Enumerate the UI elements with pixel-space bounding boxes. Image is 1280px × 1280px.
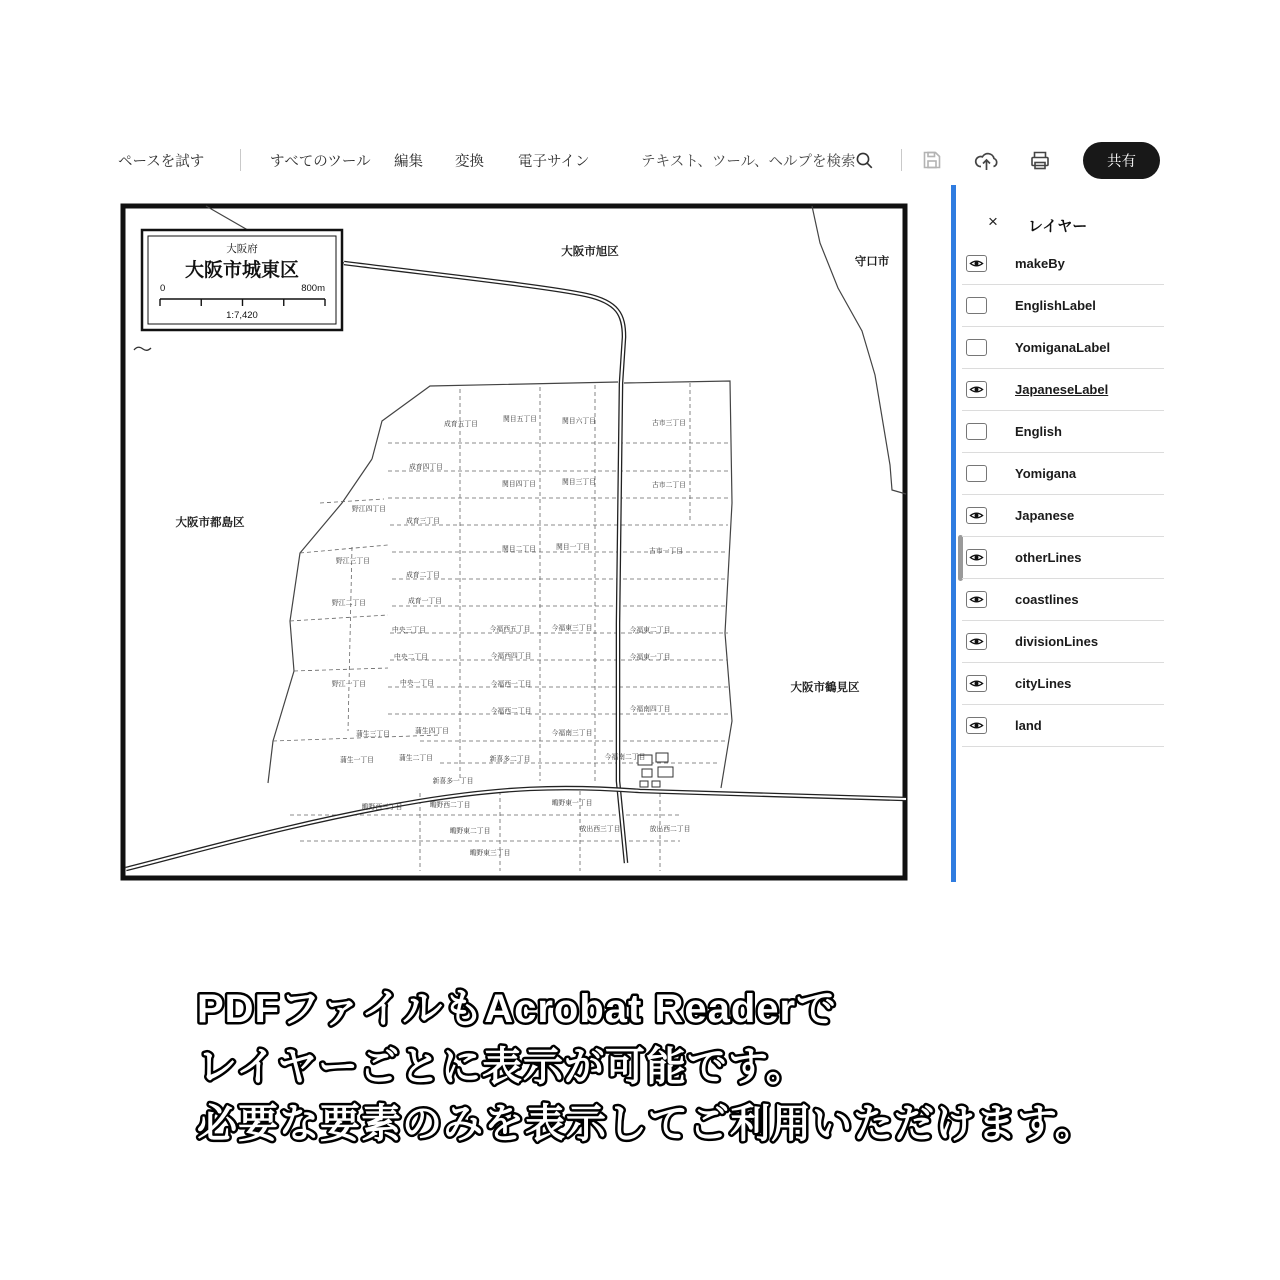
layer-label: Japanese <box>1015 508 1075 523</box>
layer-visibility-checkbox[interactable] <box>966 423 987 440</box>
district-label: 成育一丁目 <box>408 598 442 605</box>
cloud-upload-icon[interactable] <box>970 145 1002 175</box>
ward-label: 大阪市旭区 <box>561 246 619 258</box>
district-label: 今福南二丁目 <box>604 754 646 761</box>
layer-visibility-checkbox[interactable] <box>966 717 987 734</box>
district-label: 今福西二丁目 <box>490 708 532 715</box>
district-label: 関目一丁目 <box>556 544 590 551</box>
caption-line-1: PDFファイルもAcrobat Readerで <box>197 987 838 1031</box>
layer-visibility-checkbox[interactable] <box>966 255 987 272</box>
district-label: 鴫野東一丁目 <box>551 800 593 807</box>
layer-label: coastlines <box>1015 592 1079 607</box>
layer-visibility-checkbox[interactable] <box>966 591 987 608</box>
district-label: 関目三丁目 <box>562 479 596 486</box>
scale-end-label: 800m <box>301 283 325 294</box>
district-label: 野江三丁目 <box>336 558 370 565</box>
share-button[interactable] <box>1083 142 1160 179</box>
layer-row-JapaneseLabel[interactable] <box>962 369 1164 411</box>
district-label: 古市一丁目 <box>649 548 683 555</box>
map-title-box <box>142 230 342 330</box>
printer-icon[interactable] <box>1024 145 1056 175</box>
district-label: 中央一丁目 <box>400 680 434 687</box>
layer-label: EnglishLabel <box>1015 298 1096 313</box>
district-label: 関目二丁目 <box>502 546 536 553</box>
district-label: 新喜多一丁目 <box>432 778 474 785</box>
district-label: 今福西五丁目 <box>489 626 531 633</box>
ward-label: 大阪市都島区 <box>175 517 245 529</box>
eye-icon <box>969 384 984 395</box>
district-label: 今福南三丁目 <box>551 730 593 737</box>
map-title: 大阪市城東区 <box>184 260 300 281</box>
layer-visibility-checkbox[interactable] <box>966 633 987 650</box>
layer-visibility-checkbox[interactable] <box>966 297 987 314</box>
district-label: 成育三丁目 <box>406 518 440 525</box>
district-label: 鴫野西二丁目 <box>429 802 471 809</box>
district-label: 今福西一丁目 <box>490 681 532 688</box>
prefecture-label: 大阪府 <box>226 243 258 255</box>
layer-row-makeBy[interactable] <box>962 243 1164 285</box>
district-label: 成育四丁目 <box>409 464 443 471</box>
layer-row-YomiganaLabel[interactable] <box>962 327 1164 369</box>
district-label: 今福南四丁目 <box>629 706 671 713</box>
layer-label: Yomigana <box>1015 466 1077 481</box>
layer-label: English <box>1015 424 1062 439</box>
share-button-label: 共有 <box>1107 154 1136 170</box>
district-label: 蒲生四丁目 <box>415 728 449 735</box>
layer-row-Japanese[interactable] <box>962 495 1164 537</box>
layer-label: divisionLines <box>1015 634 1099 649</box>
menu-convert[interactable]: 変換 <box>455 153 484 170</box>
district-label: 関目五丁目 <box>503 416 537 423</box>
district-label: 蒲生一丁目 <box>340 757 374 764</box>
layer-visibility-checkbox[interactable] <box>966 339 987 356</box>
pdf-document-canvas[interactable] <box>120 203 908 881</box>
layers-panel-title: レイヤー <box>1028 218 1088 235</box>
district-label: 鴫野東三丁目 <box>469 850 511 857</box>
eye-icon <box>969 636 984 647</box>
scale-ratio-label: 1:7,420 <box>226 310 258 321</box>
layer-row-Yomigana[interactable] <box>962 453 1164 495</box>
district-label: 古市三丁目 <box>652 420 686 427</box>
layer-visibility-checkbox[interactable] <box>966 675 987 692</box>
layer-label: JapaneseLabel <box>1015 382 1109 397</box>
district-label: 古市二丁目 <box>652 482 686 489</box>
layer-label: makeBy <box>1015 256 1065 271</box>
district-label: 中央三丁目 <box>392 627 426 634</box>
layer-label: land <box>1015 718 1042 733</box>
close-icon[interactable]: × <box>988 212 998 231</box>
district-label: 関目六丁目 <box>562 418 596 425</box>
save-icon[interactable] <box>916 145 948 175</box>
district-label: 成育二丁目 <box>406 572 440 579</box>
district-label: 蒲生二丁目 <box>399 755 433 762</box>
map-page <box>120 203 908 881</box>
menu-edit[interactable]: 編集 <box>394 153 423 170</box>
layers-panel <box>962 205 1164 747</box>
magnifier-icon[interactable] <box>848 145 880 175</box>
layer-visibility-checkbox[interactable] <box>966 507 987 524</box>
district-label: 今福西四丁目 <box>490 653 532 660</box>
layers-panel-header <box>962 205 1164 243</box>
eye-icon <box>969 678 984 689</box>
district-label: 鴫野東二丁目 <box>449 828 491 835</box>
caption-line-3: 必要な要素のみを表示してご利用いただけます。 <box>197 1102 1096 1146</box>
layer-label: cityLines <box>1015 676 1072 691</box>
layer-row-otherLines[interactable] <box>962 537 1164 579</box>
layer-visibility-checkbox[interactable] <box>966 381 987 398</box>
district-label: 今福東三丁目 <box>551 625 593 632</box>
menu-esign[interactable]: 電子サイン <box>518 153 590 170</box>
search-input[interactable]: テキスト、ツール、ヘルプを検索 <box>641 153 856 170</box>
district-label: 新喜多二丁目 <box>489 756 531 763</box>
layer-row-EnglishLabel[interactable] <box>962 285 1164 327</box>
district-label: 蒲生三丁目 <box>356 731 390 738</box>
district-label: 放出西三丁目 <box>579 826 621 833</box>
eye-icon <box>969 720 984 731</box>
toolbar-divider <box>901 149 902 171</box>
eye-icon <box>969 594 984 605</box>
district-label: 中央二丁目 <box>394 654 428 661</box>
layer-row-English[interactable] <box>962 411 1164 453</box>
app-toolbar <box>0 140 1280 180</box>
scale-start-label: 0 <box>160 283 166 294</box>
ward-label: 守口市 <box>854 256 890 268</box>
layers-list <box>962 243 1164 747</box>
document-scrollbar[interactable] <box>951 185 956 882</box>
menu-all-tools[interactable]: すべてのツール <box>270 153 371 170</box>
ward-label: 大阪市鶴見区 <box>790 682 860 694</box>
caption-banner <box>185 970 1115 1165</box>
toolbar-divider <box>240 149 241 171</box>
district-label: 野江四丁目 <box>352 506 386 513</box>
layer-visibility-checkbox[interactable] <box>966 465 987 482</box>
layer-label: YomiganaLabel <box>1015 340 1111 355</box>
district-label: 野江一丁目 <box>332 681 366 688</box>
layer-row-coastlines[interactable] <box>962 579 1164 621</box>
district-label: 成育五丁目 <box>444 421 478 428</box>
layer-row-land[interactable] <box>962 705 1164 747</box>
district-label: 放出西二丁目 <box>649 826 691 833</box>
layer-row-cityLines[interactable] <box>962 663 1164 705</box>
eye-icon <box>969 552 984 563</box>
layer-label: otherLines <box>1015 550 1082 565</box>
eye-icon <box>969 510 984 521</box>
district-label: 野江二丁目 <box>332 600 366 607</box>
tab-try-spaces[interactable]: ペースを試す <box>118 153 205 170</box>
layer-visibility-checkbox[interactable] <box>966 549 987 566</box>
district-label: 今福東二丁目 <box>629 627 671 634</box>
district-label: 鴫野西三丁目 <box>361 804 403 811</box>
eye-icon <box>969 258 984 269</box>
district-label: 関目四丁目 <box>502 481 536 488</box>
district-label: 今福東一丁目 <box>629 654 671 661</box>
caption-line-2: レイヤーごとに表示が可能です。 <box>197 1045 807 1089</box>
layer-row-divisionLines[interactable] <box>962 621 1164 663</box>
